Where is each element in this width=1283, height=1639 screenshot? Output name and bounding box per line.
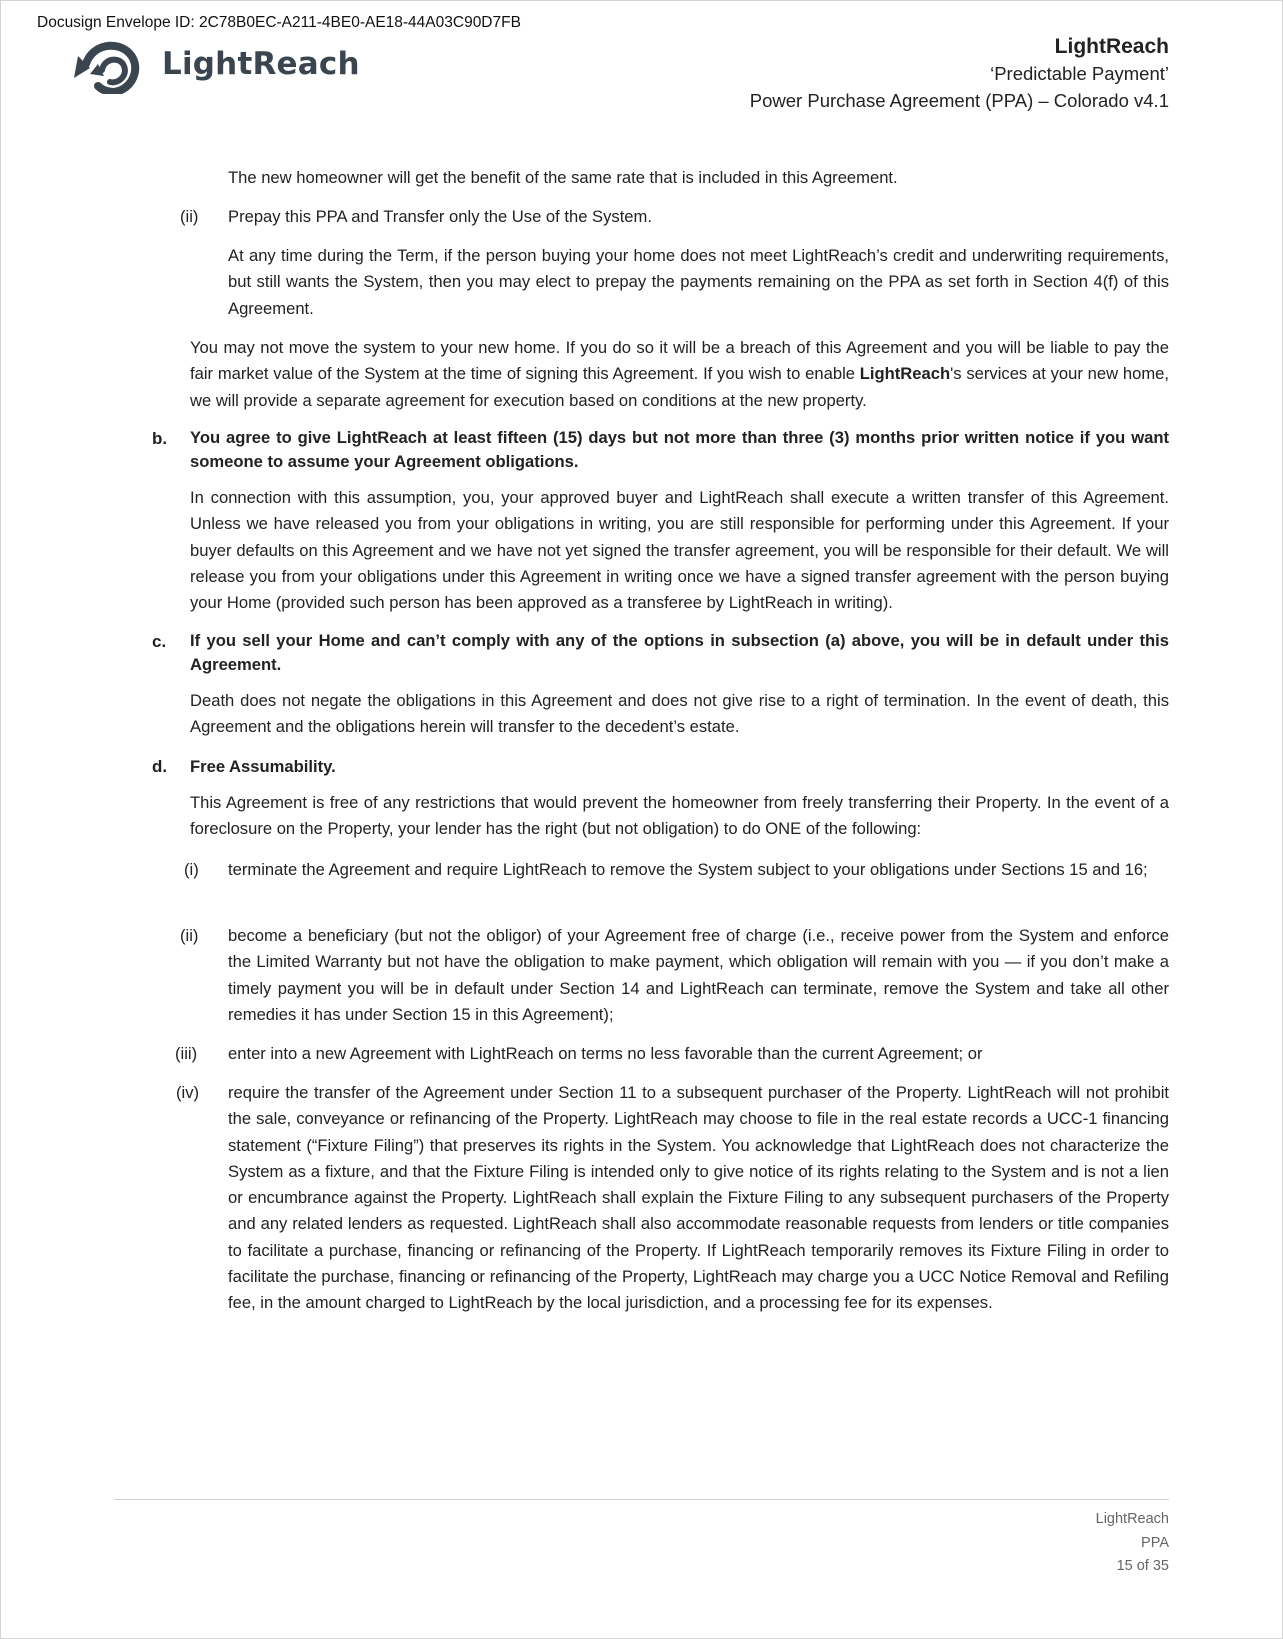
section-d-heading: Free Assumability. (190, 757, 336, 776)
footer-document: PPA (1141, 1534, 1169, 1551)
list-marker-d-ii: (ii) (180, 926, 199, 945)
section-letter-d: d. (152, 757, 168, 776)
move-text-pre: You may not move the system to your new home. If you do so it will be a breach of this Agreement and you will be liable to pay the fair market value of the System at the time of signing this Agreement. If you wish to enable (190, 338, 1169, 384)
section-c-heading: If you sell your Home and can’t comply with any of the options in subsection (a) above, you will be in default under this Agreement. (190, 631, 1169, 674)
move-text-post: 's services at your new home, we will provide a separate agreement for execution based on conditions at the new property. (190, 364, 1169, 410)
list-marker-d-iv: (iv) (176, 1083, 200, 1102)
option-ii-title: Prepay this PPA and Transfer only the Use of the System. (228, 207, 652, 226)
header-subtitle: ‘Predictable Payment’ (990, 63, 1169, 84)
list-item-d-iv: require the transfer of the Agreement under Section 11 to a subsequent purchaser of the Property. LightReach will not prohibit the sale, conveyance or refinancing of the Property. LightReach may choose to file in the real estate records a UCC-1 financing statement (“Fixture Filing”) that preserves its rights in the System. You acknowledge that LightReach does not characterize the System as a fixture, and that the Fixture Filing is intended only to give notice of its rights relating to the System and is not a lien or encumbrance against the Property. LightReach shall explain the Fixture Filing to any subsequent purchasers of the Property and any related lenders as requested. LightReach shall also accommodate reasonable requests from lenders or title companies to facilitate a purchase, financing or refinancing of the Property. If LightReach temporarily removes its Fixture Filing in order to facilitate the purchase, financing or refinancing of the Property, LightReach may charge you a UCC Notice Removal and Refiling fee, in the amount charged to LightReach by the local jurisdiction, and a processing fee for its expenses. (228, 1083, 1169, 1313)
paragraph-move-system (190, 335, 1169, 414)
footer-divider (114, 1499, 1169, 1500)
section-letter-c: c. (152, 632, 167, 651)
lightreach-logo (68, 34, 360, 94)
logo-text: LightReach (162, 46, 360, 82)
section-d-text: This Agreement is free of any restrictions that would prevent the homeowner from freely transferring their Property. In the event of a foreclosure on the Property, your lender has the right (but not obligation) to do ONE of the following: (190, 793, 1169, 839)
page-footer (1096, 1508, 1169, 1579)
header-document-title: Power Purchase Agreement (PPA) – Colorado v4.1 (749, 90, 1169, 111)
list-marker-d-iii: (iii) (175, 1044, 198, 1063)
lightreach-logo-icon (68, 34, 156, 94)
section-c-text: Death does not negate the obligations in this Agreement and does not give rise to a right of termination. In the event of death, this Agreement and the obligations herein will transfer to the decedent’s estate. (190, 691, 1169, 737)
header-brand: LightReach (1054, 35, 1169, 58)
section-b-heading: You agree to give LightReach at least fifteen (15) days but not more than three (3) months prior written notice if you want someone to assume your Agreement obligations. (190, 428, 1169, 471)
list-item-d-ii: become a beneficiary (but not the obligor) of your Agreement free of charge (i.e., receive power from the System and enforce the Limited Warranty but not have the obligation to make payment, which obligation will remain with you — if you don’t make a timely payment you will be in default under Section 14 and LightReach can terminate, remove the System and take all other remedies it has under Section 15 in this Agreement); (228, 926, 1169, 1024)
move-text-brand: LightReach (859, 364, 951, 384)
footer-brand: LightReach (1095, 1511, 1169, 1527)
list-marker-d-i: (i) (184, 860, 199, 879)
paragraph-new-homeowner: The new homeowner will get the benefit of the same rate that is included in this Agreement. (228, 168, 898, 187)
section-b-text: In connection with this assumption, you, your approved buyer and LightReach shall execute a written transfer of this Agreement. Unless we have released you from your obligations in writing, you are still responsible for performing under this Agreement. If your buyer defaults on this Agreement and we have not yet signed the transfer agreement, you will be responsible for their default. We will release you from your obligations under this Agreement in writing once we have a signed transfer agreement with the person buying your Home (provided such person has been approved as a transferee by LightReach in writing). (190, 488, 1169, 613)
document-header (750, 33, 1169, 114)
section-letter-b: b. (152, 429, 168, 448)
envelope-id: Docusign Envelope ID: 2C78B0EC-A211-4BE0-AE18-44A03C90D7FB (37, 14, 521, 31)
list-item-d-i: terminate the Agreement and require LightReach to remove the System subject to your obligations under Sections 15 and 16; (228, 860, 1148, 879)
footer-page-number: 15 of 35 (1116, 1558, 1169, 1574)
list-item-d-iii: enter into a new Agreement with LightReach on terms no less favorable than the current Agreement; or (228, 1044, 983, 1063)
option-ii-detail: At any time during the Term, if the person buying your home does not meet LightReach’s credit and underwriting requirements, but still wants the System, then you may elect to prepay the payments remaining on the PPA as set forth in Section 4(f) of this Agreement. (228, 246, 1169, 318)
list-marker-ii: (ii) (180, 207, 199, 226)
